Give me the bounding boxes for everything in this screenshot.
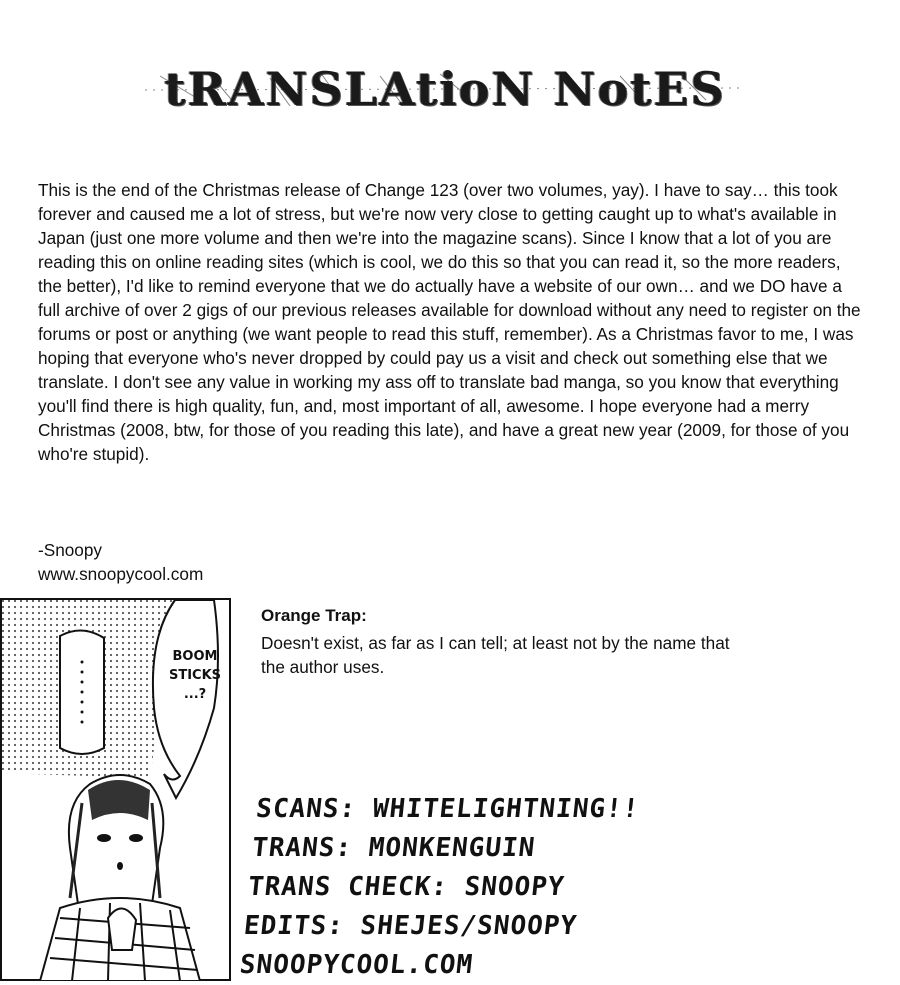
credit-trans-check: TRANS CHECK: SNOOPY [246,872,567,902]
translation-notes-paragraph: This is the end of the Christmas release of Change 123 (over two volumes, yay). I have to say… this took forever and caused me a lot of stress, but we're now very close to getting caught up to what's available in Japan (just one more volume and then we're into the magazine scans). Since I know that a lot of you are reading this on online reading sites (which is cool, we do this so that you can read it, so the more readers, the better), I'd like to remind everyone that we do actually have a website of our own… and we DO have a full archive of over 2 gigs of our previous releases available for download without any need to register on the forums or post or anything (we want people to read this stuff, remember). As a Christmas favor to me, I was hoping that everyone who's never dropped by could pay us a visit and check out something else that we translate. I don't see any value in working my ass off to translate bad manga, so you know that everything you'll find there is high quality, fun, and, most important of all, awesome. I hope everyone had a merry Christmas (2008, btw, for those of you reading this late), and have a great new year (2009, for those of you who're stupid). [38,180,861,464]
credits-block [238,790,642,985]
credit-edits: EDITS: SHEJES/SNOOPY [242,911,579,941]
bubble-line: BOOM [172,649,218,664]
credit-site: SNOOPYCOOL.COM [238,950,475,980]
note-body: Doesn't exist, as far as I can tell; at least not by the name that the author uses. [261,633,730,677]
signature-name: -Snoopy [38,540,103,560]
credit-scans: SCANS: WHITELIGHTNING!! [254,794,641,824]
bubble-line: ...? [183,687,207,702]
website-link[interactable]: www.snoopycool.com [38,564,204,584]
bubble-line: STICKS [168,668,222,683]
note-title: Orange Trap: [261,606,367,625]
speech-bubble-text [160,647,230,704]
credit-trans: TRANS: MONKENGUIN [250,833,537,863]
signature-block [38,538,203,586]
page-title: tRANSLAtioN NotES [164,62,726,116]
